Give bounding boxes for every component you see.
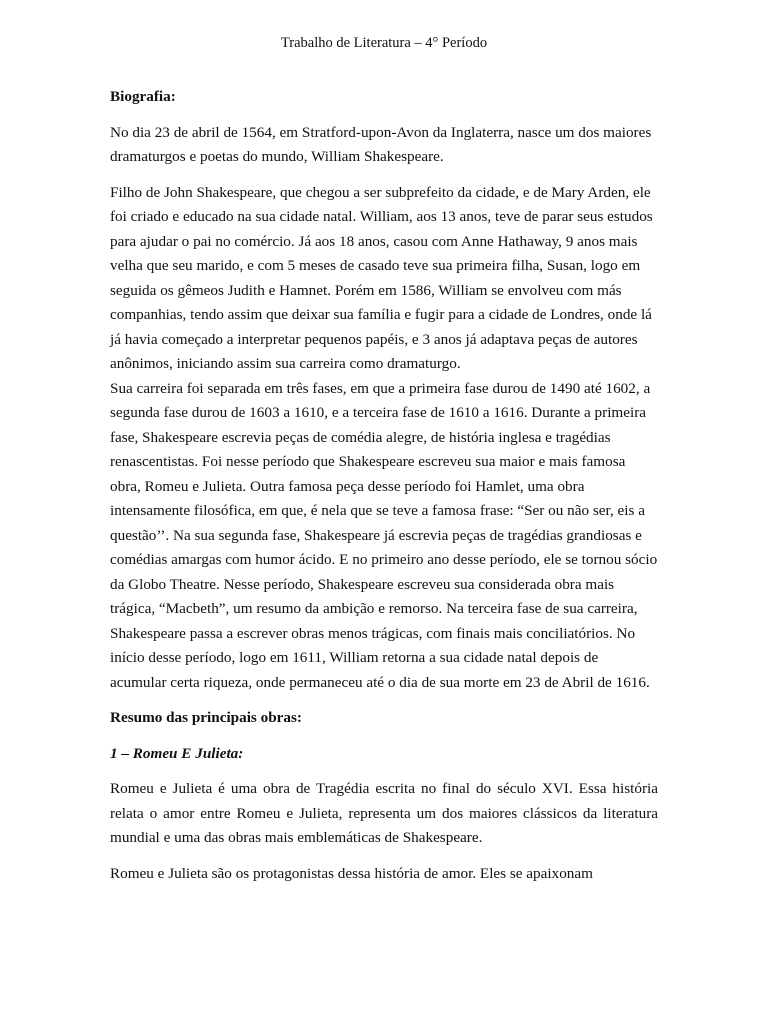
paragraph-birth: No dia 23 de abril de 1564, em Stratford-upon-Avon da Inglaterra, nasce um dos maiores dramaturgos e poetas do mundo, William Shakespeare. (110, 123, 652, 165)
resumo-heading: Resumo das principais obras: (110, 709, 302, 726)
page-header: Trabalho de Literatura – 4° Período (280, 35, 488, 51)
biografia-heading: Biografia: (110, 88, 176, 105)
document-body (110, 85, 658, 897)
paragraph-career: Sua carreira foi separada em três fases, em que a primeira fase durou de 1490 até 1602, a segunda fase durou de 1603 a 1610, e a terceira fase de 1610 a 1616. Durante a primeira fase, Shakespeare escrevia peças de comédia alegre, de história inglesa e tragédias renascentistas. Foi nesse período que Shakespeare escreveu sua maior e mais famosa obra, Romeu e Julieta. Outra famosa peça desse período foi Hamlet, uma obra intensamente filosófica, em que, é nela que se teve a famosa frase: “Ser ou não ser, eis a questão’’. Na sua segunda fase, Shakespeare já escrevia peças de tragédias grandiosas e comédias amargas com humor ácido. E no primeiro ano desse período, ele se tornou sócio da Globo Theatre. Nesse período, Shakespeare escreveu sua considerada obra mais trágica, “Macbeth”, um resumo da ambição e remorso. Na terceira fase de sua carreira, Shakespeare passa a escrever obras menos trágicas, com finais mais conciliatórios. No início desse período, logo em 1611, William retorna a sua cidade natal depois de acumular certa riqueza, onde permaneceu até o dia de sua morte em 23 de Abril de 1616. (110, 379, 658, 691)
paragraph-early-life: Filho de John Shakespeare, que chegou a ser subprefeito da cidade, e de Mary Arden, ele foi criado e educado na sua cidade natal. William, aos 13 anos, teve de parar seus estudos para ajudar o pai no comércio. Já aos 18 anos, casou com Anne Hathaway, 9 anos mais velha que seu marido, e com 5 meses de casado teve sua primeira filha, Susan, logo em seguida os gêmeos Judith e Hamnet. Porém em 1586, William se envolveu com más companhias, tendo assim que deixar sua família e fugir para a cidade de Londres, onde lá já havia começado a interpretar pequenos papéis, e 3 anos já adaptava peças de autores anônimos, iniciando assim sua carreira como dramaturgo. (110, 183, 653, 372)
paragraph-romeu-summary: Romeu e Julieta é uma obra de Tragédia escrita no final do século XVI. Essa história relata o amor entre Romeu e Julieta, representa um dos maiores clássicos da literatura mundial e uma das obras mais emblemáticas de Shakespeare. (110, 780, 658, 846)
paragraph-romeu-protagonists: Romeu e Julieta são os protagonistas dessa história de amor. Eles se apaixonam (110, 864, 593, 882)
romeu-julieta-heading: 1 – Romeu E Julieta: (110, 744, 244, 762)
